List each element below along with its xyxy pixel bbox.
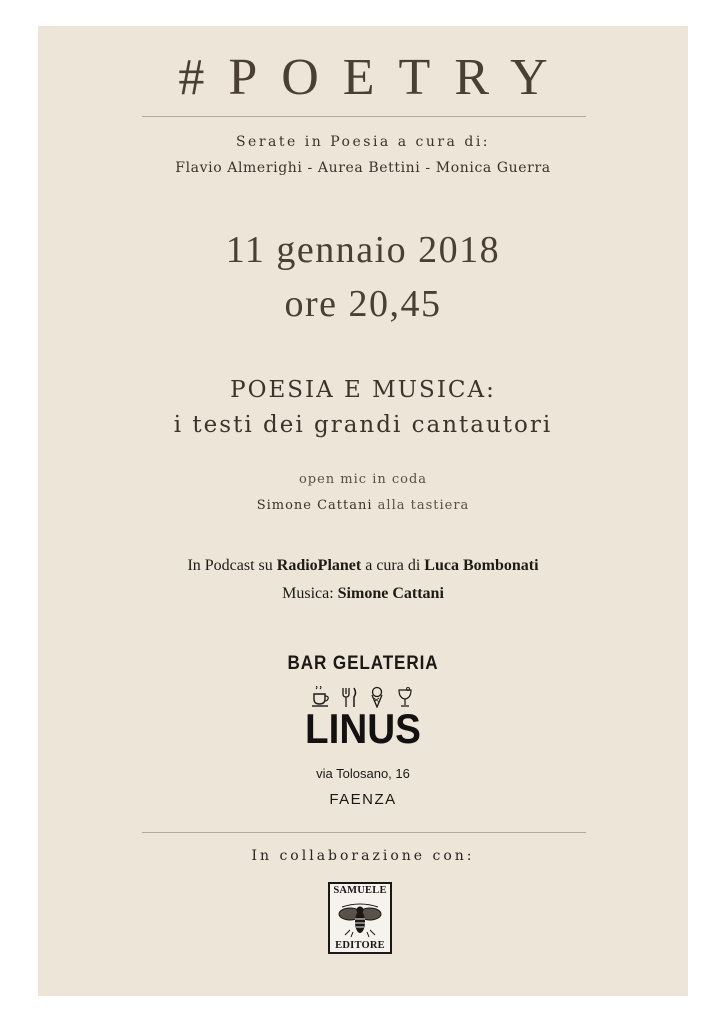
open-mic-note: open mic in coda (298, 472, 428, 487)
curated-by-line: Serate in Poesia a cura di: (235, 134, 491, 150)
keyboard-player: Simone Cattani (256, 498, 373, 513)
music-prefix: Musica: (282, 585, 338, 602)
top-divider (142, 116, 586, 117)
venue-address: via Tolosano, 16 (316, 766, 410, 781)
event-date: 11 gennaio 2018 (225, 229, 501, 271)
venue-name: LINUS (305, 705, 421, 752)
venue-city: FAENZA (329, 791, 397, 808)
podcast-line (38, 554, 688, 578)
music-line (38, 582, 688, 606)
event-subtitle: i testi dei grandi cantautori (173, 412, 553, 438)
poster-title: #POETRY (178, 49, 572, 106)
podcast-host: Luca Bombonati (424, 557, 539, 574)
keyboard-rest: alla tastiera (372, 498, 470, 513)
podcast-middle: a cura di (361, 557, 425, 574)
bottom-divider (142, 832, 586, 833)
poster (38, 26, 688, 996)
event-time: ore 20,45 (284, 283, 442, 325)
keyboard-line (38, 496, 688, 516)
publisher-logo (328, 882, 392, 954)
venue-type: BAR GELATERIA (287, 653, 439, 674)
podcast-station: RadioPlanet (276, 557, 362, 574)
music-name: Simone Cattani (337, 585, 444, 602)
curators-names: Flavio Almerighi - Aurea Bettini - Monica Guerra (175, 160, 551, 176)
collaboration-label: In collaborazione con: (251, 848, 475, 864)
publisher-name-top: SAMUELE (333, 885, 387, 896)
podcast-prefix: In Podcast su (187, 557, 277, 574)
publisher-name-bottom: EDITORE (335, 940, 385, 951)
event-title: POESIA E MUSICA: (230, 377, 496, 403)
bee-emblem-icon (334, 898, 386, 938)
